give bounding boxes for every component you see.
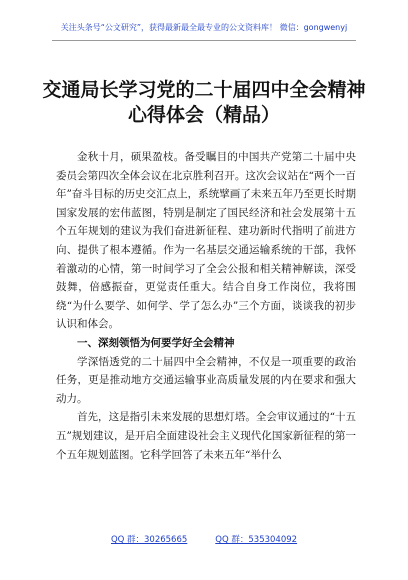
header-divider bbox=[52, 40, 356, 41]
section-heading: 一、深刻领悟为何要学好全会精神 bbox=[77, 336, 235, 349]
intro-paragraph: 金秋十月，硕果盈枝。备受瞩目的中国共产党第二十届中央委员会第四次全体会议在北京胜利召开。这次会议站在“两个一百年”奋斗目标的历史交汇点上，系统擘画了未来五年乃至更长时期国家发展的宏伟蓝图，特别是制定了国民经济和社会发展第十五个五年规划的建议为我们奋进新征程、建功新时代指明了前进方向、提供了根本遵循。作为一名基层交通运输系统的干部，我怀着激动的心情，第一时间学习了全会公报和相关精神解读，深受鼓舞，倍感振奋，更觉责任重大。结合自身工作岗位，我将围绕“为什么要学、如何学、学了怎么办”三个方面，谈谈我的初步认识和体会。 bbox=[56, 151, 356, 331]
qq-group-link[interactable]: QQ 群：535304092 bbox=[215, 535, 298, 545]
header-banner: 关注头条号“公文研究”，获得最新最全最专业的公文资料库！ 微信：gongwenyj bbox=[60, 23, 348, 32]
body-paragraph: 学深悟透党的二十届四中全会精神，不仅是一项重要的政治任务，更是推动地方交通运输事业高质量发展的内在要求和强大动力。 bbox=[56, 355, 356, 405]
body-paragraph: 首先，这是指引未来发展的思想灯塔。全会审议通过的“十五五”规划建议，是开启全面建设社会主义现代化国家新征程的第一个五年规划蓝图。它科学回答了未来五年“举什么 bbox=[56, 411, 356, 461]
qq-group-link[interactable]: QQ 群：30265665 bbox=[110, 535, 188, 545]
footer bbox=[0, 533, 408, 545]
document-body bbox=[56, 148, 356, 464]
document-title: 交通局长学习党的二十届四中全会精神心得体会（精品） bbox=[42, 79, 366, 126]
